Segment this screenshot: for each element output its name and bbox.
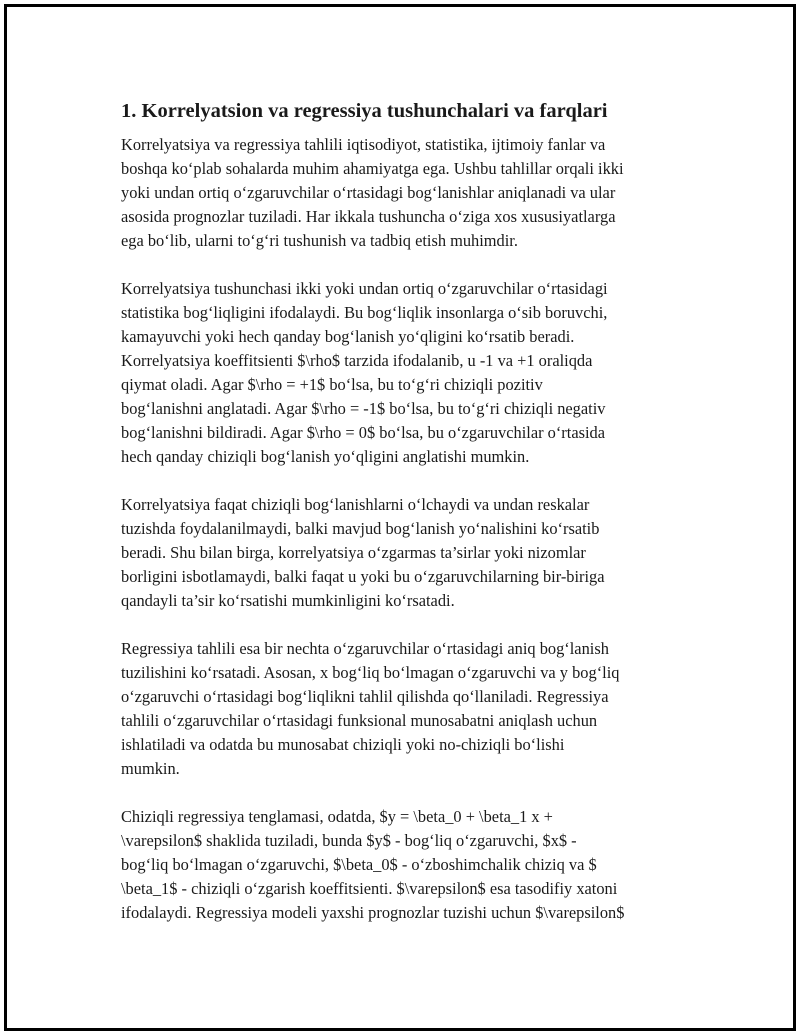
text-line: Korrelyatsiya va regressiya tahlili iqtisodiyot, statistika, ijtimoiy fanlar va (121, 135, 606, 154)
text-line: tuzishda foydalanilmaydi, balki mavjud bog‘lanish yo‘nalishini ko‘rsatib (121, 519, 600, 538)
text-line: ifodalaydi. Regressiya modeli yaxshi prognozlar tuzishi uchun $\varepsilon$ (121, 903, 625, 922)
text-line: bog‘liq bo‘lmagan o‘zgaruvchi, $\beta_0$ - o‘zboshimchalik chiziq va $ (121, 855, 597, 874)
text-line: qiymat oladi. Agar $\rho = +1$ bo‘lsa, bu to‘g‘ri chiziqli pozitiv (121, 375, 543, 394)
paragraph-correlation-definition (121, 277, 701, 469)
text-line: Korrelyatsiya faqat chiziqli bog‘lanishlarni o‘lchaydi va undan reskalar (121, 495, 590, 514)
text-line: hech qanday chiziqli bog‘lanish yo‘qligini anglatishi mumkin. (121, 447, 530, 466)
text-line: o‘zgaruvchi o‘rtasidagi bog‘liqlikni tahlil qilishda qo‘llaniladi. Regressiya (121, 687, 609, 706)
text-line: \beta_1$ - chiziqli o‘zgarish koeffitsienti. $\varepsilon$ esa tasodifiy xatoni (121, 879, 618, 898)
text-line: asosida prognozlar tuziladi. Har ikkala tushuncha o‘ziga xos xususiyatlarga (121, 207, 616, 226)
text-line: statistika bog‘liqligini ifodalaydi. Bu bog‘liqlik insonlarga o‘sib boruvchi, (121, 303, 608, 322)
text-line: qandayli ta’sir ko‘rsatishi mumkinligini ko‘rsatadi. (121, 591, 455, 610)
paragraph-correlation-limits (121, 493, 701, 613)
text-line: borligini isbotlamaydi, balki faqat u yoki bu o‘zgaruvchilarning bir-biriga (121, 567, 605, 586)
text-line: tahlili o‘zgaruvchilar o‘rtasidagi funksional munosabatni aniqlash uchun (121, 711, 598, 730)
text-line: Korrelyatsiya koeffitsienti $\rho$ tarzida ifodalanib, u -1 va +1 oraliqda (121, 351, 593, 370)
text-line: yoki undan ortiq o‘zgaruvchilar o‘rtasidagi bog‘lanishlar aniqlanadi va ular (121, 183, 616, 202)
text-line: tuzilishini ko‘rsatadi. Asosan, x bog‘liq bo‘lmagan o‘zgaruvchi va y bog‘liq (121, 663, 620, 682)
text-line: kamayuvchi yoki hech qanday bog‘lanish yo‘qligini ko‘rsatib beradi. (121, 327, 575, 346)
document-body (121, 97, 701, 949)
section-heading: 1. Korrelyatsion va regressiya tushunchalari va farqlari (121, 100, 608, 122)
text-line: ega bo‘lib, ularni to‘g‘ri tushunish va tadbiq etish muhimdir. (121, 231, 518, 250)
text-line: mumkin. (121, 759, 180, 778)
page-frame (4, 4, 796, 1031)
paragraph-linear-regression (121, 805, 701, 925)
text-line: Chiziqli regressiya tenglamasi, odatda, $y = \beta_0 + \beta_1 x + (121, 807, 553, 826)
text-line: bog‘lanishni bildiradi. Agar $\rho = 0$ bo‘lsa, bu o‘zgaruvchilar o‘rtasida (121, 423, 605, 442)
text-line: Korrelyatsiya tushunchasi ikki yoki undan ortiq o‘zgaruvchilar o‘rtasidagi (121, 279, 608, 298)
text-line: beradi. Shu bilan birga, korrelyatsiya o‘zgarmas ta’sirlar yoki nizomlar (121, 543, 586, 562)
text-line: Regressiya tahlili esa bir nechta o‘zgaruvchilar o‘rtasidagi aniq bog‘lanish (121, 639, 609, 658)
text-line: ishlatiladi va odatda bu munosabat chiziqli yoki no-chiziqli bo‘lishi (121, 735, 565, 754)
text-line: boshqa ko‘plab sohalarda muhim ahamiyatga ega. Ushbu tahlillar orqali ikki (121, 159, 624, 178)
text-line: \varepsilon$ shaklida tuziladi, bunda $y$ - bog‘liq o‘zgaruvchi, $x$ - (121, 831, 577, 850)
paragraph-regression-definition (121, 637, 701, 781)
paragraph-intro (121, 133, 701, 253)
text-line: bog‘lanishni anglatadi. Agar $\rho = -1$ bo‘lsa, bu to‘g‘ri chiziqli negativ (121, 399, 606, 418)
